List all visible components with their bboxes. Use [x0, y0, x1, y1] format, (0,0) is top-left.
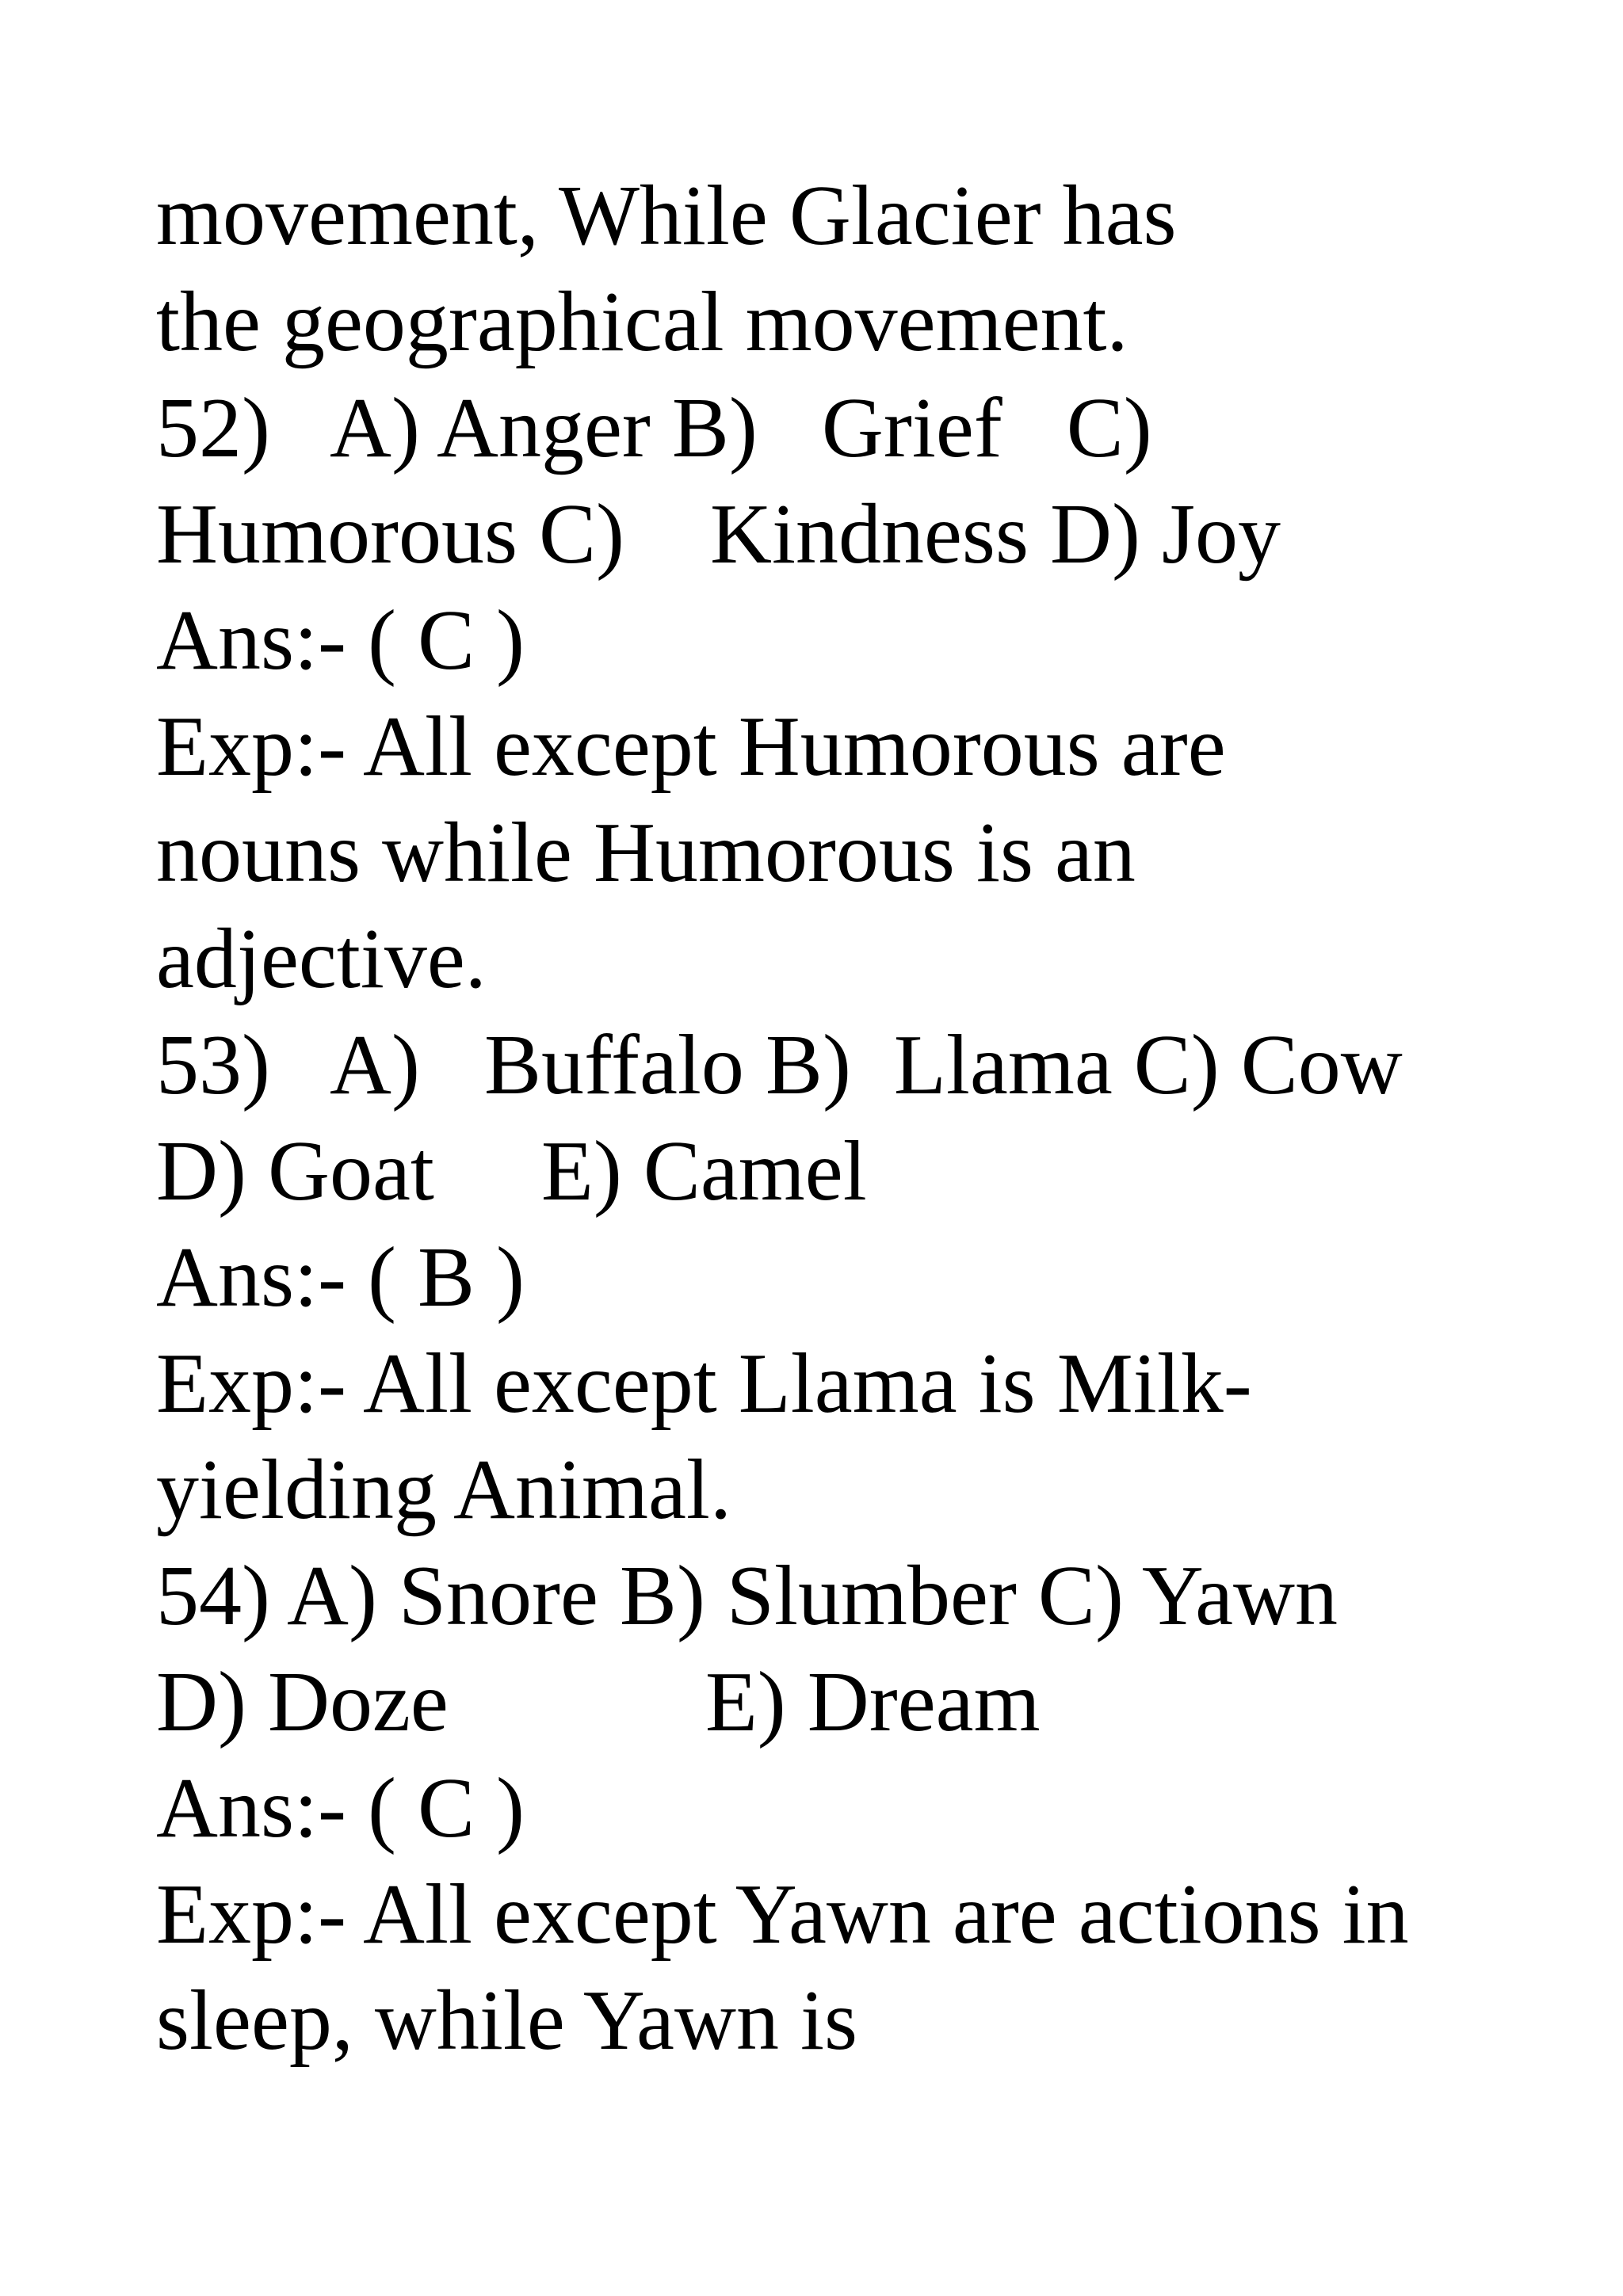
question-54-options-line-2: D) Doze E) Dream [156, 1655, 1041, 1749]
question-52-explanation: nouns while Humorous is an [156, 806, 1136, 900]
question-54-options-line-1: 54) A) Snore B) Slumber C) Yawn [156, 1549, 1338, 1643]
question-53-answer: Ans:- ( B ) [156, 1230, 525, 1325]
question-53-options-line-2: D) Goat E) Camel [156, 1124, 867, 1219]
question-53-explanation: Exp:- All except Llama is Milk- [156, 1337, 1252, 1431]
question-54-answer: Ans:- ( C ) [156, 1761, 525, 1855]
question-53-options-line-1: 53) A) Buffalo B) Llama C) Cow [156, 1018, 1403, 1112]
question-52-explanation: Exp:- All except Humorous are [156, 700, 1226, 794]
question-53-explanation: yielding Animal. [156, 1443, 731, 1537]
question-54-explanation: Exp:- All except Yawn are actions in [156, 1867, 1409, 1962]
question-54-explanation: sleep, while Yawn is [156, 1974, 857, 2068]
text-line: the geographical movement. [156, 275, 1128, 369]
document-text [156, 163, 1583, 2074]
question-52-explanation: adjective. [156, 912, 487, 1006]
question-52-options-line-2: Humorous C) Kindness D) Joy [156, 487, 1281, 582]
question-52-answer: Ans:- ( C ) [156, 593, 525, 688]
question-52-options-line-1: 52) A) Anger B) Grief C) [156, 381, 1152, 475]
text-line: movement, While Glacier has [156, 169, 1177, 263]
